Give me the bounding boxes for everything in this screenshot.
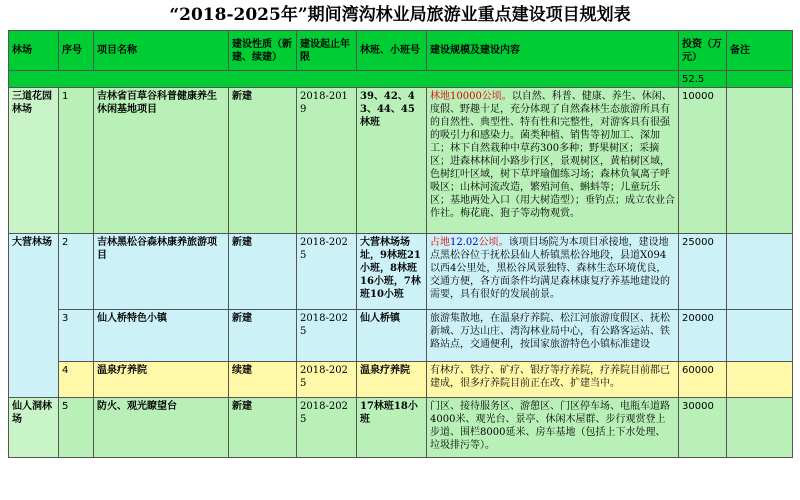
project-remark bbox=[727, 88, 793, 234]
project-name: 吉林黑松谷森林康养旅游项目 bbox=[94, 234, 229, 310]
table-row bbox=[9, 310, 793, 362]
project-period: 2018-2025 bbox=[297, 234, 357, 310]
content-highlight: 公顷。 bbox=[478, 237, 509, 248]
project-remark bbox=[727, 398, 793, 458]
project-name: 吉林省百草谷科普健康养生休闲基地项目 bbox=[94, 88, 229, 234]
farm-cell: 三道花园林场 bbox=[9, 88, 59, 234]
row-no: 3 bbox=[59, 310, 94, 362]
header-remark: 备注 bbox=[727, 31, 793, 71]
row-no: 2 bbox=[59, 234, 94, 310]
project-invest: 30000 bbox=[679, 398, 727, 458]
project-content bbox=[427, 88, 679, 234]
project-nature: 新建 bbox=[229, 398, 297, 458]
table-row bbox=[9, 362, 793, 398]
project-plot: 17林班18小班 bbox=[357, 398, 427, 458]
project-plot: 温泉疗养院 bbox=[357, 362, 427, 398]
project-remark bbox=[727, 362, 793, 398]
row-no: 4 bbox=[59, 362, 94, 398]
project-remark bbox=[727, 310, 793, 362]
project-content: 门区、接待服务区、游憩区、门区停车场、电瓶车道路4000米、观光台、景亭、休闲木屋群、步行观赏登上步道、围栏8000延米、房车基地（包括上下水处理、垃圾排污等）。 bbox=[427, 398, 679, 458]
content-highlight-number: 12.02 bbox=[450, 237, 479, 248]
project-invest: 10000 bbox=[679, 88, 727, 234]
project-nature: 新建 bbox=[229, 88, 297, 234]
total-remark bbox=[727, 71, 793, 88]
project-name: 防火、观光瞭望台 bbox=[94, 398, 229, 458]
project-invest: 20000 bbox=[679, 310, 727, 362]
header-farm: 林场 bbox=[9, 31, 59, 71]
header-plot: 林班、小班号 bbox=[357, 31, 427, 71]
project-invest: 25000 bbox=[679, 234, 727, 310]
header-content: 建设规模及建设内容 bbox=[427, 31, 679, 71]
project-plot: 39、42、43、44、45林班 bbox=[357, 88, 427, 234]
planning-table bbox=[8, 30, 793, 458]
project-name: 仙人桥特色小镇 bbox=[94, 310, 229, 362]
farm-cell: 仙人洞林场 bbox=[9, 398, 59, 458]
page-title: “2018-2025年”期间湾沟林业局旅游业重点建设项目规划表 bbox=[169, 5, 631, 25]
project-invest: 60000 bbox=[679, 362, 727, 398]
content-highlight: 占地 bbox=[430, 237, 450, 248]
project-period: 2018-2025 bbox=[297, 362, 357, 398]
project-remark bbox=[727, 234, 793, 310]
project-period: 2018-2019 bbox=[297, 88, 357, 234]
header-invest: 投资（万元） bbox=[679, 31, 727, 71]
row-no: 5 bbox=[59, 398, 94, 458]
project-period: 2018-2025 bbox=[297, 398, 357, 458]
header-no: 序号 bbox=[59, 31, 94, 71]
header-name: 项目名称 bbox=[94, 31, 229, 71]
total-label bbox=[9, 71, 679, 88]
total-row bbox=[9, 71, 793, 88]
project-nature: 新建 bbox=[229, 310, 297, 362]
header-period: 建设起止年限 bbox=[297, 31, 357, 71]
table-row bbox=[9, 88, 793, 234]
row-no: 1 bbox=[59, 88, 94, 234]
total-invest: 52.5 bbox=[679, 71, 727, 88]
content-highlight: 林地10000公顷。 bbox=[430, 91, 512, 102]
content-text: 以自然、科普、健康、养生、休闲、度假、野趣十足，充分体现了自然森林生态旅游所具有的自然性、典型性、特有性和完整性，对游客具有很强的吸引力和感染力。菌类种植、销售等初加工、深加工；林下自然栽种中草药300多种；野果树区；采摘区；进森林林间小路步行区，景观树区，黄柏树区域，色树红叶区域，树下草坪瑜伽练习场；森林负氧离子呼吸区；山林河流改造，繁殖河鱼、蝌蚪等；儿童玩乐区；基地两处入口（用大树造型）；垂钓点；成立农业合作社。梅花鹿、狍子等动物观赏。 bbox=[430, 91, 675, 219]
project-plot: 仙人桥镇 bbox=[357, 310, 427, 362]
project-period: 2018-2025 bbox=[297, 310, 357, 362]
project-content: 有林疗、铁疗、矿疗、银疗等疗养院，疗养院目前都已建成，很多疗养院目前正在改、扩建当中。 bbox=[427, 362, 679, 398]
table-row bbox=[9, 398, 793, 458]
project-nature: 续建 bbox=[229, 362, 297, 398]
project-content: 旅游集散地，在温泉疗养院、松江河旅游度假区、抚松新城、万达山庄、湾沟林业局中心，有公路客运站、铁路站点，交通便利，按国家旅游特色小镇标准建设 bbox=[427, 310, 679, 362]
project-nature: 新建 bbox=[229, 234, 297, 310]
project-plot: 大营林场场址，9林班21小班，8林班16小班，7林班10小班 bbox=[357, 234, 427, 310]
farm-cell: 大营林场 bbox=[9, 234, 59, 398]
project-name: 温泉疗养院 bbox=[94, 362, 229, 398]
project-content bbox=[427, 234, 679, 310]
header-row bbox=[9, 31, 793, 71]
table-row bbox=[9, 234, 793, 310]
header-nature: 建设性质（新建、续建） bbox=[229, 31, 297, 71]
content-text: 该项目场院为本项目承接地，建设地点黑松谷位于抚松县仙人桥镇黑松谷地段，县道X094以西4公里处，黑松谷风景独特、森林生态环境优良，交通方便，各方面条件均满足森林康复疗养基地建设的需要，具有很好的发展前景。 bbox=[430, 237, 670, 300]
